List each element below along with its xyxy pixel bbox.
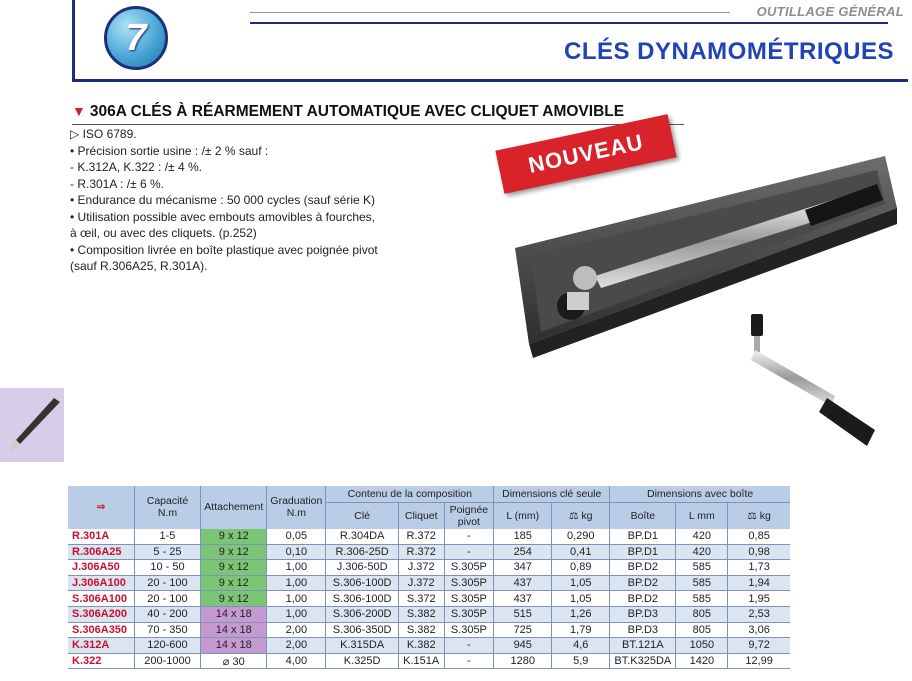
attachment-cell: 14 x 18 [201, 606, 267, 622]
ratchet-ref-cell: S.382 [398, 622, 444, 638]
box-length-cell: 420 [676, 529, 728, 545]
attachment-cell: 14 x 18 [201, 622, 267, 638]
ratchet-ref-cell: J.372 [398, 560, 444, 576]
header-rule-bold [250, 22, 888, 24]
description-line: • Utilisation possible avec embouts amovibles à fourches, [70, 209, 376, 224]
ratchet-ref-cell: R.372 [398, 529, 444, 545]
length-cell: 515 [494, 606, 552, 622]
graduation-cell: 1,00 [267, 575, 326, 591]
weight-cell: 0,89 [552, 560, 610, 576]
header-rule [250, 12, 730, 13]
ratchet-ref-cell: S.382 [398, 606, 444, 622]
key-ref-cell: S.306-100D [326, 591, 399, 607]
pivot-handle-cell: S.305P [444, 575, 494, 591]
length-cell: 1280 [494, 653, 552, 669]
attachment-cell: 9 x 12 [201, 591, 267, 607]
pivot-handle-cell: - [444, 544, 494, 560]
weight-cell: 0,290 [552, 529, 610, 545]
description-line: • Composition livrée en boîte plastique avec poignée pivot [70, 242, 378, 257]
length-cell: 437 [494, 575, 552, 591]
box-length-cell: 585 [676, 575, 728, 591]
product-photo [505, 148, 905, 458]
scale-icon: ⚖ [569, 509, 579, 522]
box-length-cell: 585 [676, 560, 728, 576]
box-ref-cell: BP.D1 [610, 544, 676, 560]
pivot-handle-cell: S.305P [444, 591, 494, 607]
description-line: à œil, ou avec des cliquets. (p.252) [70, 226, 257, 240]
table-row [68, 591, 790, 607]
key-ref-cell: S.306-350D [326, 622, 399, 638]
box-length-header: L mm [676, 502, 728, 529]
box-weight-header [728, 502, 790, 529]
dim-key-group-header: Dimensions clé seule [494, 486, 610, 502]
page-title: CLÉS DYNAMOMÉTRIQUES [563, 38, 894, 65]
length-header: L (mm) [494, 502, 552, 529]
dim-box-group-header: Dimensions avec boîte [610, 486, 790, 502]
graduation-header: Graduation N.m [267, 486, 326, 529]
wrench-thumbnail-icon [0, 388, 64, 462]
new-badge-label: NOUVEAU [526, 129, 646, 178]
capacity-cell: 20 - 100 [134, 591, 200, 607]
length-cell: 437 [494, 591, 552, 607]
box-weight-cell: 0,98 [728, 544, 790, 560]
capacity-cell: 10 - 50 [134, 560, 200, 576]
box-weight-cell: 0,85 [728, 529, 790, 545]
box-length-cell: 805 [676, 622, 728, 638]
chapter-badge [104, 6, 168, 70]
description-line: - R.301A : /± 6 %. [70, 176, 164, 191]
box-ref-cell: BP.D2 [610, 591, 676, 607]
ratchet-ref-cell: J.372 [398, 575, 444, 591]
product-ref-cell: K.322 [68, 653, 134, 669]
attachment-cell: 9 x 12 [201, 544, 267, 560]
box-weight-cell: 1,73 [728, 560, 790, 576]
section-title [72, 103, 684, 125]
table-row [68, 606, 790, 622]
chapter-number: 7 [125, 16, 147, 59]
weight-cell: 1,05 [552, 591, 610, 607]
description-line: ▷ ISO 6789. [70, 127, 137, 141]
ratchet-ref-cell: K.382 [398, 638, 444, 654]
length-cell: 725 [494, 622, 552, 638]
key-ref-cell: S.306-200D [326, 606, 399, 622]
capacity-cell: 120-600 [134, 638, 200, 654]
box-weight-header-label: kg [759, 509, 771, 522]
attachment-cell: 9 x 12 [201, 560, 267, 576]
pivot-handle-cell: - [444, 529, 494, 545]
box-weight-cell: 1,95 [728, 591, 790, 607]
box-ref-cell: BP.D2 [610, 560, 676, 576]
box-ref-cell: BT.K325DA [610, 653, 676, 669]
pivot-handle-cell: S.305P [444, 622, 494, 638]
box-ref-cell: BP.D3 [610, 606, 676, 622]
ref-column-header [68, 486, 134, 529]
key-ref-cell: R.304DA [326, 529, 399, 545]
table-row [68, 529, 790, 545]
table-row [68, 638, 790, 654]
box-ref-cell: BP.D2 [610, 575, 676, 591]
key-ref-cell: R.306-25D [326, 544, 399, 560]
attachment-cell: 9 x 12 [201, 529, 267, 545]
product-ref-cell: S.306A200 [68, 606, 134, 622]
weight-cell: 4,6 [552, 638, 610, 654]
box-header: Boîte [610, 502, 676, 529]
capacity-cell: 5 - 25 [134, 544, 200, 560]
length-cell: 254 [494, 544, 552, 560]
product-ref-cell: K.312A [68, 638, 134, 654]
capacity-cell: 200-1000 [134, 653, 200, 669]
length-cell: 945 [494, 638, 552, 654]
product-ref-cell: R.306A25 [68, 544, 134, 560]
length-cell: 185 [494, 529, 552, 545]
table-row [68, 544, 790, 560]
box-length-cell: 420 [676, 544, 728, 560]
product-ref-cell: S.306A100 [68, 591, 134, 607]
table-row [68, 575, 790, 591]
wrench-symbol-icon: ⇒ [96, 501, 106, 514]
description [70, 126, 430, 275]
box-weight-cell: 9,72 [728, 638, 790, 654]
box-ref-cell: BP.D1 [610, 529, 676, 545]
table-row [68, 653, 790, 669]
description-line: • Précision sortie usine : /± 2 % sauf : [70, 143, 269, 158]
key-ref-cell: S.306-100D [326, 575, 399, 591]
weight-cell: 1,79 [552, 622, 610, 638]
graduation-cell: 1,00 [267, 606, 326, 622]
box-weight-cell: 1,94 [728, 575, 790, 591]
attachment-cell: 14 x 18 [201, 638, 267, 654]
graduation-cell: 4,00 [267, 653, 326, 669]
scale-icon: ⚖ [747, 509, 757, 522]
down-triangle-icon: ▼ [72, 103, 86, 119]
capacity-cell: 70 - 350 [134, 622, 200, 638]
ratchet-ref-cell: R.372 [398, 544, 444, 560]
capacity-cell: 1-5 [134, 529, 200, 545]
capacity-cell: 20 - 100 [134, 575, 200, 591]
box-length-cell: 1050 [676, 638, 728, 654]
torque-wrench-standalone [751, 314, 875, 446]
box-ref-cell: BP.D3 [610, 622, 676, 638]
key-header: Clé [326, 502, 399, 529]
box-weight-cell: 12,99 [728, 653, 790, 669]
weight-cell: 1,05 [552, 575, 610, 591]
side-thumbnail [0, 388, 64, 462]
ratchet-header: Cliquet [398, 502, 444, 529]
section-title-text: 306A CLÉS À RÉARMEMENT AUTOMATIQUE AVEC CLIQUET AMOVIBLE [89, 103, 625, 120]
box-weight-cell: 2,53 [728, 606, 790, 622]
product-ref-cell: R.301A [68, 529, 134, 545]
table-row [68, 560, 790, 576]
weight-header-label: kg [581, 509, 593, 522]
ratchet-ref-cell: K.151A [398, 653, 444, 669]
weight-cell: 1,26 [552, 606, 610, 622]
pivot-handle-cell: - [444, 638, 494, 654]
graduation-cell: 0,05 [267, 529, 326, 545]
ratchet-ref-cell: S.372 [398, 591, 444, 607]
product-ref-cell: J.306A100 [68, 575, 134, 591]
weight-cell: 5,9 [552, 653, 610, 669]
attachment-cell: 9 x 12 [201, 575, 267, 591]
table-row [68, 622, 790, 638]
description-line: - K.312A, K.322 : /± 4 %. [70, 160, 202, 174]
pivot-handle-cell: S.305P [444, 560, 494, 576]
key-ref-cell: K.325D [326, 653, 399, 669]
product-table [68, 486, 790, 669]
weight-cell: 0,41 [552, 544, 610, 560]
graduation-cell: 0,10 [267, 544, 326, 560]
graduation-cell: 1,00 [267, 591, 326, 607]
box-length-cell: 805 [676, 606, 728, 622]
graduation-cell: 2,00 [267, 622, 326, 638]
plastic-case [515, 156, 897, 358]
box-ref-cell: BT.121A [610, 638, 676, 654]
attachment-header: Attachement [201, 486, 267, 529]
description-line: • Endurance du mécanisme : 50 000 cycles (sauf série K) [70, 193, 376, 207]
capacity-header: Capacité N.m [134, 486, 200, 529]
graduation-cell: 1,00 [267, 560, 326, 576]
capacity-cell: 40 - 200 [134, 606, 200, 622]
graduation-cell: 2,00 [267, 638, 326, 654]
pivot-handle-cell: - [444, 653, 494, 669]
composition-group-header: Contenu de la composition [326, 486, 494, 502]
box-length-cell: 1420 [676, 653, 728, 669]
key-ref-cell: K.315DA [326, 638, 399, 654]
attachment-cell: ⌀ 30 [201, 653, 267, 669]
weight-header [552, 502, 610, 529]
product-ref-cell: J.306A50 [68, 560, 134, 576]
product-ref-cell: S.306A350 [68, 622, 134, 638]
key-ref-cell: J.306-50D [326, 560, 399, 576]
pivot-handle-cell: S.305P [444, 606, 494, 622]
description-line: (sauf R.306A25, R.301A). [70, 259, 208, 273]
box-length-cell: 585 [676, 591, 728, 607]
box-weight-cell: 3,06 [728, 622, 790, 638]
pivot-handle-header: Poignée pivot [444, 502, 494, 529]
length-cell: 347 [494, 560, 552, 576]
section-label: OUTILLAGE GÉNÉRAL [756, 4, 904, 19]
